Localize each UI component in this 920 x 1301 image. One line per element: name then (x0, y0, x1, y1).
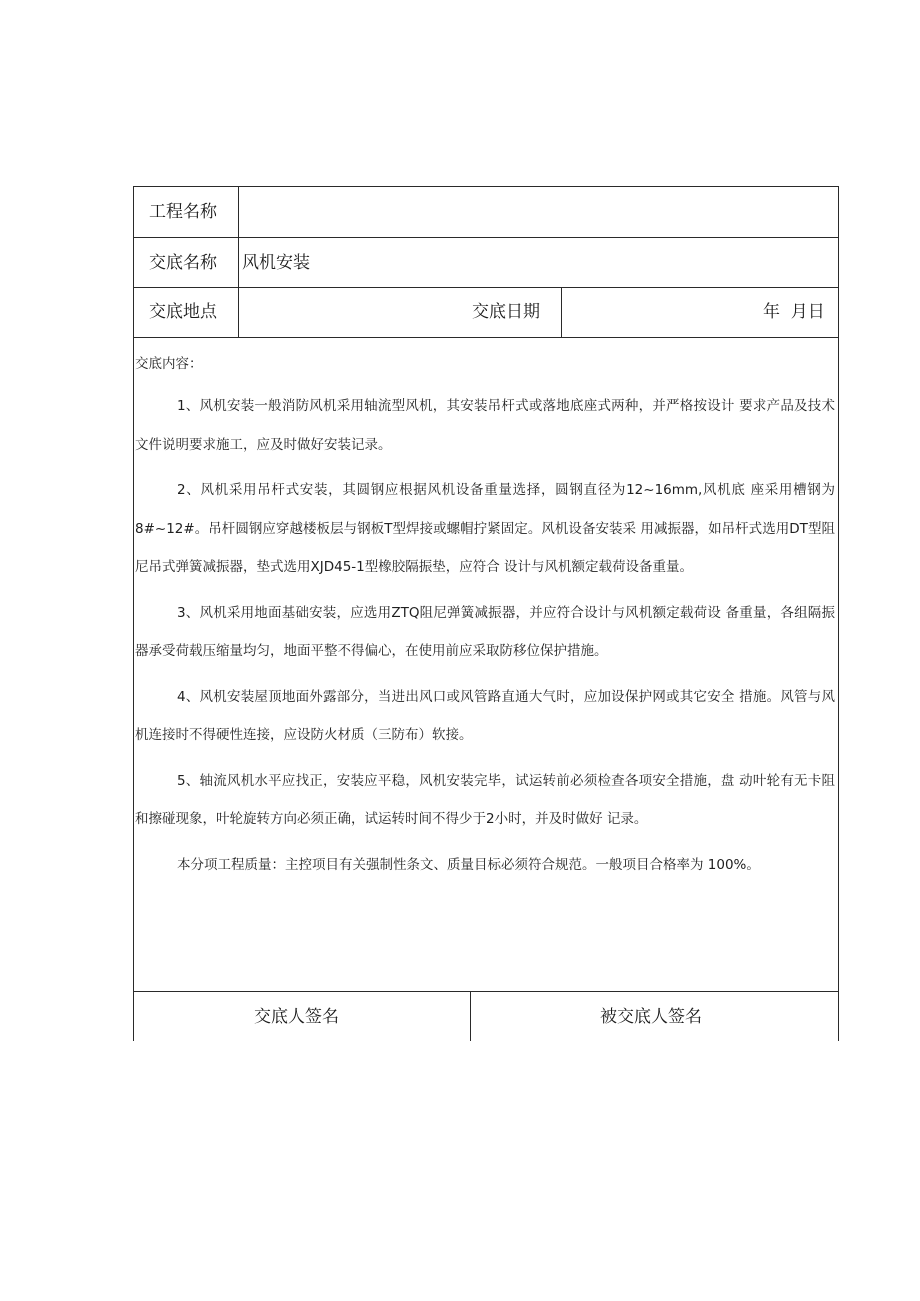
table-border-left (133, 186, 134, 1041)
date-column-divider (561, 287, 562, 337)
content-heading: 交底内容： (135, 356, 203, 372)
topic-value[interactable]: 风机安装 (242, 253, 310, 273)
location-label: 交底地点 (149, 302, 217, 322)
discloser-signature-label: 交底人签名 (254, 1007, 339, 1027)
label-column-divider (238, 186, 239, 337)
project-name-label: 工程名称 (149, 202, 217, 222)
topic-label: 交底名称 (149, 253, 217, 273)
content-paragraph-5: 5、轴流风机水平应找正，安装应平稳，风机安装完毕，试运转前必须检查各项安全措施，盘 动叶轮有无卡阻和擦碰现象，叶轮旋转方向必须正确，试运转时间不得少于2小时，并及时做好 记录。 (135, 772, 835, 827)
row-divider-3 (133, 337, 839, 338)
content-paragraph-4: 4、风机安装屋顶地面外露部分，当进出风口或风管路直通大气时，应加设保护网或其它安全 措施。风管与风机连接时不得硬性连接，应设防火材质（三防布）软接。 (135, 688, 835, 743)
content-paragraph-1: 1、风机安装一般消防风机采用轴流型风机，其安装吊杆式或落地底座式两种，并严格按设计 要求产品及技术文件说明要求施工，应及时做好安装记录。 (135, 398, 835, 453)
date-label: 交底日期 (472, 302, 540, 322)
quality-statement: 本分项工程质量：主控项目有关强制性条文、质量目标必须符合规范。一般项目合格率为 100%。 (177, 856, 760, 873)
signature-column-divider (470, 991, 471, 1041)
date-field[interactable]: 年 月日 (763, 302, 825, 322)
content-paragraph-2: 2、风机采用吊杆式安装，其圆钢应根据风机设备重量选择，圆钢直径为12~16mm,风机底 座采用槽钢为8#~12#。吊杆圆钢应穿越楼板层与钢板T型焊接或螺帽拧紧固定。风机设备安装采 用减振器，如吊杆式选用DT型阻尼吊式弹簧减振器，垫式选用XJD45-1型橡胶隔振垫，应符合 设计与风机额定载荷设备重量。 (135, 482, 835, 575)
table-border-right (838, 186, 839, 1041)
content-paragraph-3: 3、风机采用地面基础安装，应选用ZTQ阻尼弹簧减振器，并应符合设计与风机额定载荷设 备重量，各组隔振器承受荷载压缩量均匀，地面平整不得偏心，在使用前应采取防移位保护措施。 (135, 604, 835, 659)
recipient-signature-label: 被交底人签名 (600, 1007, 702, 1027)
disclosure-content (135, 354, 835, 891)
technical-disclosure-form (133, 186, 839, 1041)
row-divider-4 (133, 991, 839, 992)
